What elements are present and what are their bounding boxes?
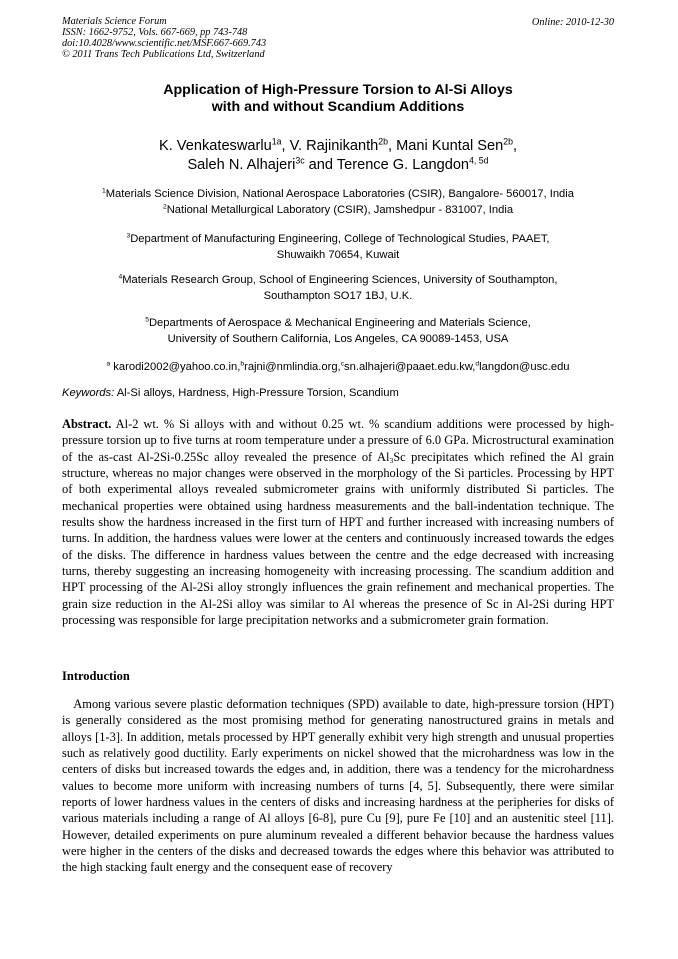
- author-list: [62, 137, 614, 175]
- author-name: Saleh N. Alhajeri: [187, 157, 296, 173]
- title-line-1: Application of High-Pressure Torsion to Al-Si Alloys: [163, 82, 513, 98]
- online-date: Online: 2010-12-30: [531, 17, 614, 28]
- affiliation-sup: 5: [145, 316, 149, 324]
- email-link[interactable]: langdon@usc.edu: [479, 361, 570, 373]
- author-name: K. Venkateswarlu: [158, 138, 272, 154]
- affiliation-text: University of Southern California, Los Angeles, CA 90089-1453, USA: [167, 332, 509, 345]
- email-sup: d: [475, 360, 480, 368]
- email-link[interactable]: rajni@nmlindia.org,: [244, 361, 341, 373]
- journal-name: Materials Science Forum: [62, 16, 167, 27]
- email-link[interactable]: karodi2002@yahoo.co.in,: [110, 361, 241, 373]
- author-sup: 3c: [295, 155, 305, 166]
- affiliation-5: [62, 316, 614, 347]
- affiliation-sup: 3: [126, 232, 131, 240]
- affiliation-text: Shuwaikh 70654, Kuwait: [276, 248, 400, 261]
- author-sup: 2b: [503, 136, 513, 147]
- email-sup: c: [340, 360, 345, 368]
- author-name: and Terence G. Langdon: [304, 157, 470, 173]
- email-link[interactable]: sn.alhajeri@paaet.edu.kw,: [344, 361, 476, 373]
- affiliation-text: Departments of Aerospace & Mechanical Engineering and Materials Science,: [148, 317, 531, 329]
- affiliation-3: [62, 232, 614, 263]
- author-sup: 1a: [271, 136, 282, 147]
- affiliation-text: Southampton SO17 1BJ, U.K.: [263, 289, 413, 302]
- keywords-text: Al-Si alloys, Hardness, High-Pressure Torsion, Scandium: [114, 387, 399, 399]
- doi-line: doi:10.4028/www.scientific.net/MSF.667-669.743: [62, 38, 267, 49]
- author-sup: 4, 5d: [469, 155, 489, 166]
- affiliation-sup: 2: [162, 203, 167, 211]
- copyright-line: © 2011 Trans Tech Publications Ltd, Switzerland: [62, 49, 265, 60]
- abstract-label: Abstract.: [62, 417, 112, 431]
- title-line-2: with and without Scandium Additions: [211, 99, 465, 115]
- affiliation-text: Department of Manufacturing Engineering, College of Technological Studies, PAAET,: [130, 233, 550, 245]
- affiliation-sup: 1: [101, 187, 106, 195]
- affiliation-4: [62, 273, 614, 304]
- author-separator: ,: [512, 138, 518, 154]
- affiliation-text: National Metallurgical Laboratory (CSIR), Jamshedpur - 831007, India: [166, 203, 514, 216]
- affiliation-1-2: [62, 187, 614, 218]
- author-sup: 2b: [378, 136, 389, 147]
- abstract-text-1: Al-2 wt. % Si alloys with and without 0.25 wt. % scandium additions were processed by high-pressure torsion up to five turns at room temperature under a pressure of 6.0 GPa. Microstructural examination of the as-cast Al-2Si-0.25Sc alloy revealed the presence of Al: [62, 417, 614, 464]
- affiliation-text: Materials Science Division, National Aerospace Laboratories (CSIR), Bangalore- 560017, India: [105, 188, 574, 200]
- author-name: , V. Rajinikanth: [281, 138, 379, 154]
- author-line-2: [62, 156, 614, 175]
- introduction-paragraph: Among various severe plastic deformation techniques (SPD) available to date, high-pressure torsion (HPT) is generally considered as the most promising method for generating nanostructured grains in metals and alloys [1-3]. In addition, metals processed by HPT generally exhibit very high strength and unusual properties such as relatively good ductility. Early experiments on nickel showed that the microhardness was low in the centers of disks but increased towards the edges and, in addition, there was a tendency for the microhardness values to become more uniform with increasing numbers of turns [4, 5]. Subsequently, there were similar reports of lower hardness values in the centers of disks and increasing hardness at the peripheries for disks of various materials including a range of Al alloys [6-8], pure Cu [9], pure Fe [10] and an austenitic steel [11]. However, detailed experiments on pure aluminum revealed a different behavior because the hardness values were higher in the centers of the disks and decreased towards the edges where this behavior was attributed to the high stacking fault energy and the consequent ease of recovery: [62, 697, 618, 875]
- email-sup: b: [240, 360, 245, 368]
- author-name: , Mani Kuntal Sen: [388, 138, 504, 154]
- email-line: [62, 360, 614, 374]
- affiliation-text: Materials Research Group, School of Engineering Sciences, University of Southampton,: [122, 274, 558, 286]
- abstract-text-2: Sc precipitates which refined the Al grain structure, whereas no major changes were observed in the morphology of the Si particles. Processing by HPT of both experimental alloys revealed submicrometer grains with uniformly distributed Si particles. The mechanical properties were obtained using hardness measurements and the ball-indentation technique. The results show the hardness increased in the first turn of HPT and further increased with increasing numbers of turns. In addition, the hardness values were lower at the centers and continuously increased towards the edges of the disks. The difference in hardness values between the centre and the edge decreased with increasing turns, thereby suggesting an increasing homogeneity with increasing processing. The scandium addition and HPT processing of the Al-2Si alloy strongly influences the grain refinement and mechanical properties. The grain size reduction in the Al-2Si alloy was similar to Al whereas the presence of Sc in Al-2Si during HPT processing was responsible for large precipitation networks and a submicrometer grain formation.: [62, 449, 615, 628]
- keywords-label: Keywords:: [62, 387, 115, 399]
- abstract-subscript: 3: [389, 455, 394, 465]
- introduction-heading: Introduction: [62, 669, 130, 683]
- keywords-line: [62, 387, 399, 399]
- issn-line: ISSN: 1662-9752, Vols. 667-669, pp 743-748: [62, 27, 248, 38]
- paper-title: [62, 82, 614, 116]
- affiliation-sup: 4: [118, 273, 123, 281]
- abstract-paragraph: [62, 416, 614, 628]
- email-sup: a: [106, 360, 111, 368]
- author-line-1: [62, 137, 614, 156]
